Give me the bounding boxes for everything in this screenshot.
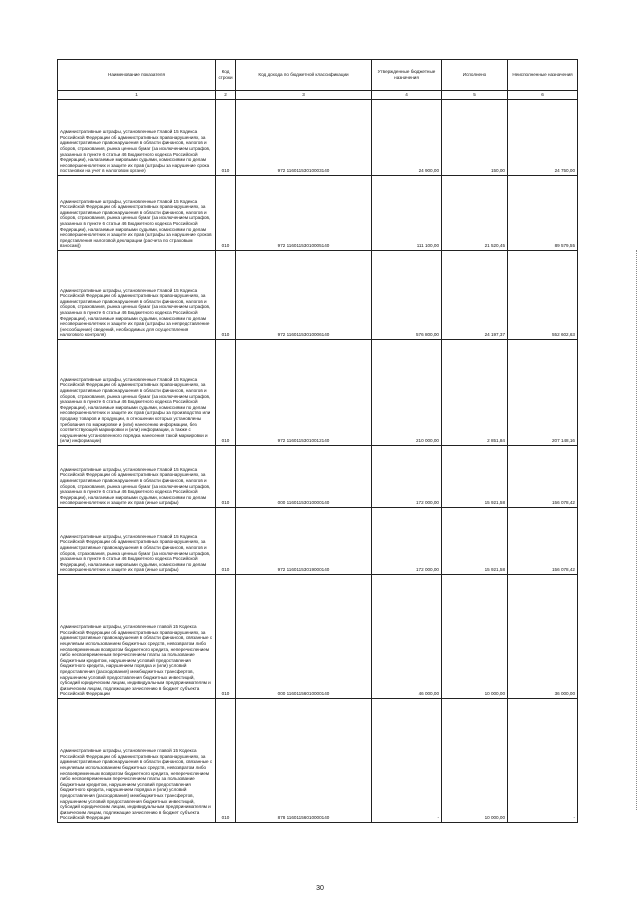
row-approved: 46 000,00	[372, 575, 442, 699]
header-code: Код строки	[216, 60, 236, 91]
row-kbk: 878 11601156010000140	[236, 699, 372, 823]
row-name: Административные штрафы, установленные Главой 15 Кодекса Российской Федерации об административных правонарушениях, за административные правонарушения в области финансов, налогов и сборов, страхования, рынка ценных бумаг (за исключением штрафов, указанных в пункте 6 статьи 46 Бюджетного кодекса Российской Федерации), налагаемые мировыми судьями, комиссиями по делам несовершеннолетних и защите их прав (штрафы за нарушение срока постановки на учет в налоговом органе)	[58, 100, 216, 176]
row-kbk: 000 11601156010000140	[236, 575, 372, 699]
row-code: 010	[216, 176, 236, 251]
row-code: 010	[216, 100, 236, 176]
table-row	[58, 340, 578, 446]
row-name: Административные штрафы, установленные главой 15 Кодекса Российской Федерации об административных правонарушениях, за административные правонарушения в области финансов, связанные с нецелевым использованием бюджетных средств, невозвратом либо несвоевременным возвратом бюджетного кредита, неперечислением либо несвоевременным перечислением платы за пользование бюджетным кредитом, нарушением условий предоставления бюджетного кредита, нарушением порядка и (или) условий предоставления (расходования) межбюджетных трансфертов, нарушением условий предоставления бюджетных инвестиций, субсидий юридическим лицам, индивидуальным предпринимателям и физическим лицам, подлежащие зачислению в бюджет субъекта Российской Федерации	[58, 699, 216, 823]
column-number-row	[58, 91, 578, 100]
column-number: 2	[216, 91, 236, 100]
row-code: 010	[216, 446, 236, 508]
row-approved: 172 000,00	[372, 508, 442, 575]
row-unexecuted: 36 000,00	[508, 575, 578, 699]
header-approved: Утвержденные бюджетные назначения	[372, 60, 442, 91]
row-unexecuted: 207 148,16	[508, 340, 578, 446]
row-approved: 210 000,00	[372, 340, 442, 446]
scan-edge-line	[635, 250, 637, 810]
row-unexecuted: 552 602,63	[508, 251, 578, 340]
table-row	[58, 176, 578, 251]
column-number: 1	[58, 91, 216, 100]
column-number: 5	[442, 91, 508, 100]
row-kbk: 972 11601153010006140	[236, 251, 372, 340]
row-executed: 15 921,58	[442, 446, 508, 508]
row-code: 010	[216, 575, 236, 699]
row-name: Административные штрафы, установленные Главой 15 Кодекса Российской Федерации об административных правонарушениях, за административные правонарушения в области финансов, налогов и сборов, страхования, рынка ценных бумаг (за исключением штрафов, указанных в пункте 6 статьи 46 Бюджетного кодекса Российской Федерации), налагаемые мировыми судьями, комиссиями по делам несовершеннолетних и защите их прав (штрафы за производство или продажу товаров и продукции, в отношении которых установлены требования по маркировке и (или) нанесению информации, без соответствующей маркировки и (или) информации, а также с нарушением установленного порядка нанесения такой маркировки и (или) информации)	[58, 340, 216, 446]
row-executed: 150,00	[442, 100, 508, 176]
row-unexecuted: 89 579,55	[508, 176, 578, 251]
revenue-table	[57, 59, 578, 823]
row-name: Административные штрафы, установленные главой 15 Кодекса Российской Федерации об административных правонарушениях, за административные правонарушения в области финансов, связанные с нецелевым использованием бюджетных средств, невозвратом либо несвоевременным возвратом бюджетного кредита, неперечислением либо несвоевременным перечислением платы за пользование бюджетным кредитом, нарушением условий предоставления бюджетного кредита, нарушением порядка и (или) условий предоставления (расходования) межбюджетных трансфертов, нарушением условий предоставления бюджетных инвестиций, субсидий юридическим лицам, индивидуальным предпринимателям и физическим лицам, подлежащие зачислению в бюджет субъекта Российской Федерации	[58, 575, 216, 699]
table-row	[58, 446, 578, 508]
row-executed: 10 000,00	[442, 699, 508, 823]
row-kbk: 972 11601153019000140	[236, 508, 372, 575]
header-executed: Исполнено	[442, 60, 508, 91]
table-row	[58, 575, 578, 699]
row-executed: 21 520,45	[442, 176, 508, 251]
row-name: Административные штрафы, установленные Главой 15 Кодекса Российской Федерации об административных правонарушениях, за административные правонарушения в области финансов, налогов и сборов, страхования, рынка ценных бумаг (за исключением штрафов, указанных в пункте 6 статьи 46 Бюджетного кодекса Российской Федерации), налагаемые мировыми судьями, комиссиями по делам несовершеннолетних и защите их прав (штрафы за нарушение сроков представления налоговой декларации (расчета по страховым взносам))	[58, 176, 216, 251]
row-executed: 24 197,37	[442, 251, 508, 340]
row-name: Административные штрафы, установленные Главой 15 Кодекса Российской Федерации об административных правонарушениях, за административные правонарушения в области финансов, налогов и сборов, страхования, рынка ценных бумаг (за исключением штрафов, указанных в пункте 6 статьи 46 Бюджетного кодекса Российской Федерации), налагаемые мировыми судьями, комиссиями по делам несовершеннолетних и защите их прав (штрафы за непредставление (несообщение) сведений, необходимых для осуществления налогового контроля)	[58, 251, 216, 340]
row-approved: 172 000,00	[372, 446, 442, 508]
row-unexecuted: -	[508, 699, 578, 823]
row-unexecuted: 156 078,42	[508, 446, 578, 508]
row-name: Административные штрафы, установленные Главой 15 Кодекса Российской Федерации об административных правонарушениях, за административные правонарушения в области финансов, налогов и сборов, страхования, рынка ценных бумаг (за исключением штрафов, указанных в пункте 6 статьи 46 Бюджетного кодекса Российской Федерации), налагаемые мировыми судьями, комиссиями по делам несовершеннолетних и защите их прав (иные штрафы)	[58, 446, 216, 508]
column-number: 4	[372, 91, 442, 100]
row-kbk: 972 11601153010003140	[236, 100, 372, 176]
page-number: 30	[316, 885, 324, 892]
row-executed: 2 851,84	[442, 340, 508, 446]
row-approved: -	[372, 699, 442, 823]
row-code: 010	[216, 508, 236, 575]
row-approved: 24 900,00	[372, 100, 442, 176]
header-name: Наименование показателя	[58, 60, 216, 91]
row-name: Административные штрафы, установленные Главой 15 Кодекса Российской Федерации об административных правонарушениях, за административные правонарушения в области финансов, налогов и сборов, страхования, рынка ценных бумаг (за исключением штрафов, указанных в пункте 6 статьи 46 Бюджетного кодекса Российской Федерации), налагаемые мировыми судьями, комиссиями по делам несовершеннолетних и защите их прав (иные штрафы)	[58, 508, 216, 575]
row-code: 010	[216, 340, 236, 446]
header-unexecuted: Неисполненные назначения	[508, 60, 578, 91]
row-kbk: 972 11601153010005140	[236, 176, 372, 251]
header-kbk: Код дохода по бюджетной классификации	[236, 60, 372, 91]
row-code: 010	[216, 251, 236, 340]
row-approved: 576 800,00	[372, 251, 442, 340]
table-row	[58, 508, 578, 575]
row-approved: 111 100,00	[372, 176, 442, 251]
row-code: 010	[216, 699, 236, 823]
row-executed: 15 921,58	[442, 508, 508, 575]
row-kbk: 972 11601153010012140	[236, 340, 372, 446]
table-header-row	[58, 60, 578, 91]
row-kbk: 000 11601153010000140	[236, 446, 372, 508]
table-row	[58, 100, 578, 176]
column-number: 3	[236, 91, 372, 100]
row-unexecuted: 156 078,42	[508, 508, 578, 575]
row-executed: 10 000,00	[442, 575, 508, 699]
table-row	[58, 699, 578, 823]
table-row	[58, 251, 578, 340]
column-number: 6	[508, 91, 578, 100]
row-unexecuted: 24 750,00	[508, 100, 578, 176]
